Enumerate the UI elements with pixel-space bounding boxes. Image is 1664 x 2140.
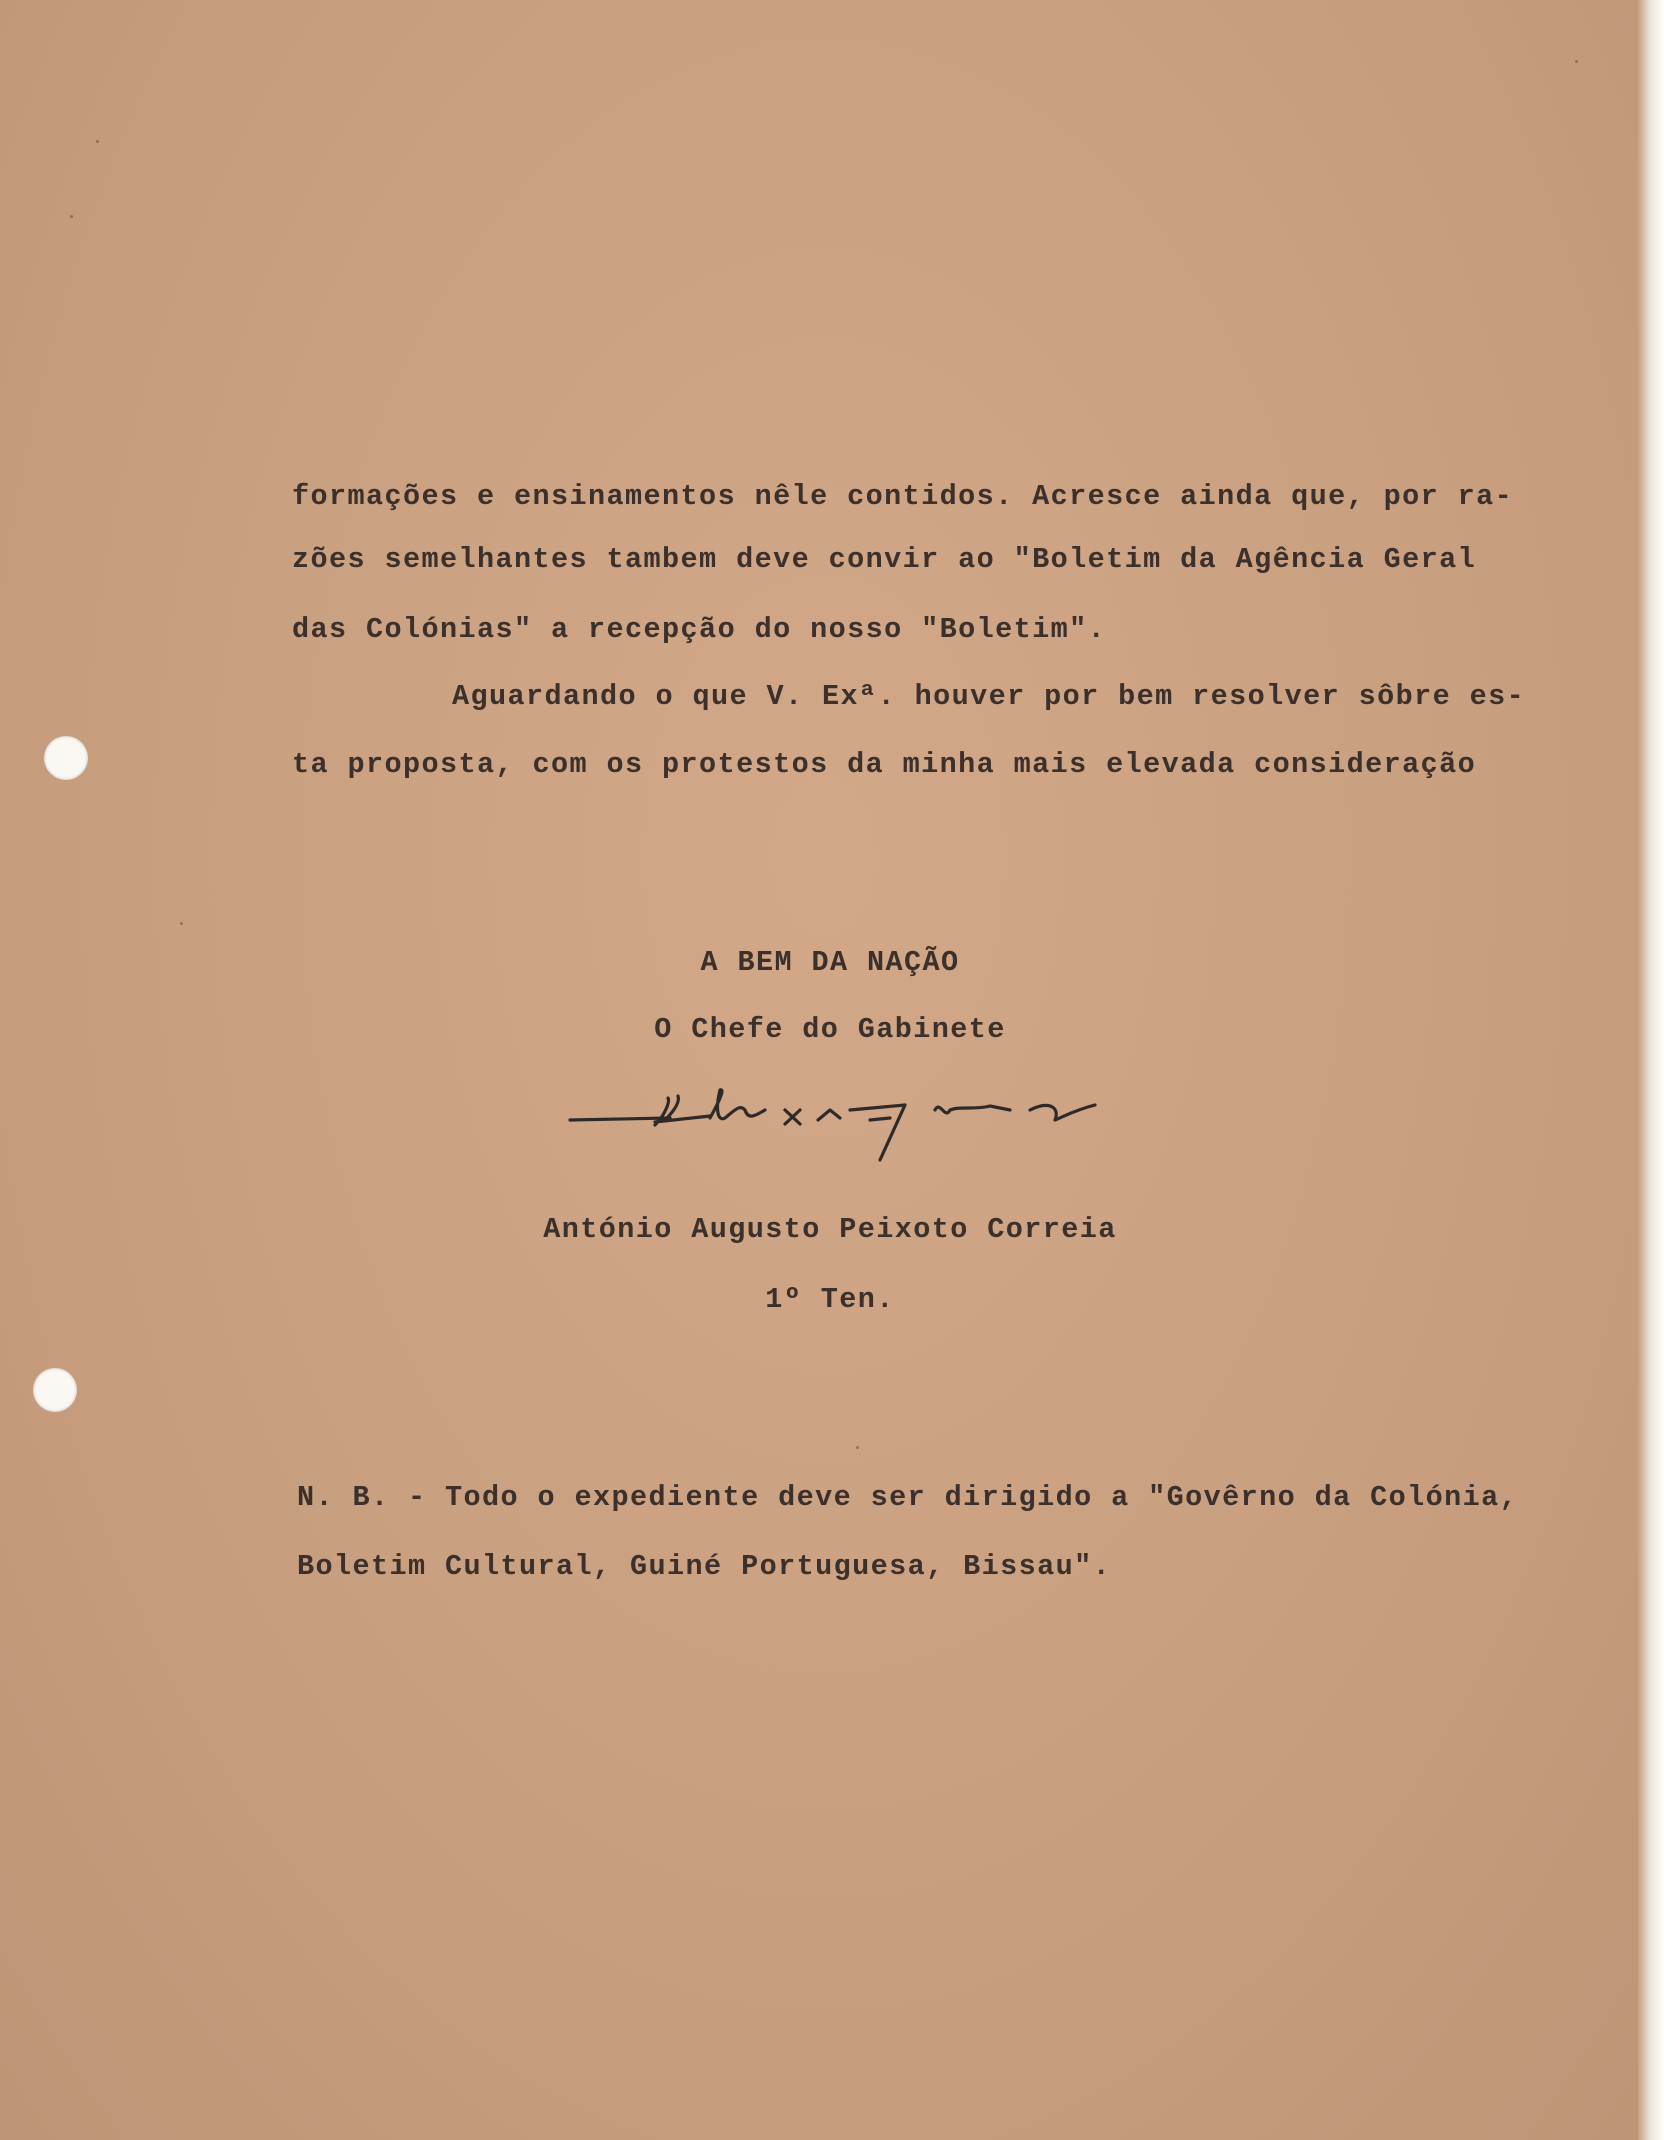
- punch-hole-bottom: [33, 1368, 77, 1412]
- paper-speck: [180, 922, 183, 925]
- signatory-rank: 1º Ten.: [765, 1283, 895, 1316]
- body-line-2: zões semelhantes tambem deve convir ao "Boletim da Agência Geral: [292, 543, 1477, 576]
- signatory-role: O Chefe do Gabinete: [654, 1013, 1006, 1046]
- note-line-2: Boletim Cultural, Guiné Portuguesa, Bissau".: [297, 1550, 1112, 1583]
- page-edge: [1638, 0, 1664, 2140]
- body-line-1: formações e ensinamentos nêle contidos. Acresce ainda que, por ra-: [292, 480, 1514, 513]
- body-line-3: das Colónias" a recepção do nosso "Boletim".: [292, 613, 1107, 646]
- paper-speck: [856, 1446, 859, 1449]
- body-line-4: Aguardando o que V. Exª. houver por bem resolver sôbre es-: [452, 680, 1526, 713]
- handwritten-signature: [560, 1080, 1400, 1190]
- motto: A BEM DA NAÇÃO: [700, 946, 960, 979]
- paper-speck: [96, 140, 99, 143]
- paper-speck: [70, 215, 73, 218]
- paper-speck: [1575, 60, 1578, 63]
- note-line-1: N. B. - Todo o expediente deve ser dirigido a "Govêrno da Colónia,: [297, 1481, 1519, 1514]
- body-line-5: ta proposta, com os protestos da minha mais elevada consideração: [292, 748, 1477, 781]
- punch-hole-top: [44, 736, 88, 780]
- signatory-name: António Augusto Peixoto Correia: [543, 1213, 1117, 1246]
